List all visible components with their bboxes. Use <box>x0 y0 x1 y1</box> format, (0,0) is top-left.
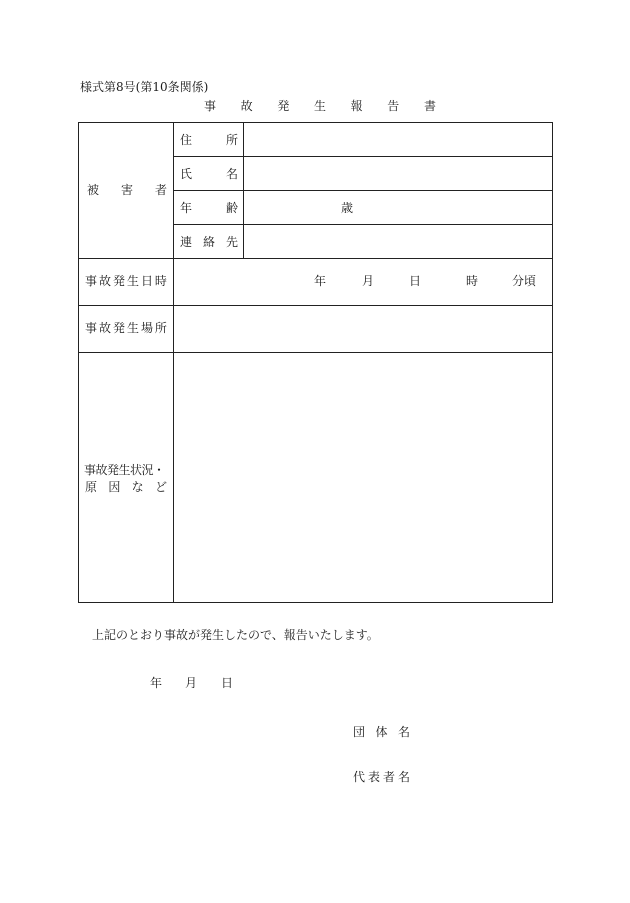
datetime-label <box>85 274 167 288</box>
representative-field[interactable] <box>420 766 570 788</box>
footer-month-unit: 月 <box>185 676 198 690</box>
age-unit: 歳 <box>341 201 354 215</box>
age-label <box>180 201 238 215</box>
title-char: 発 <box>277 99 290 113</box>
report-statement: 上記のとおり事故が発生したので、報告いたします。 <box>92 628 379 642</box>
place-label-char: 生 <box>126 321 139 335</box>
address-label <box>180 133 238 147</box>
contact-label-char: 連 <box>180 235 193 249</box>
place-label-char: 故 <box>98 321 111 335</box>
title-char: 故 <box>240 99 253 113</box>
organization-label-char: 体 <box>375 725 388 739</box>
place-field[interactable] <box>174 306 552 352</box>
age-label-char: 齢 <box>225 201 238 215</box>
situation-label-line2 <box>85 480 167 494</box>
contact-label <box>180 235 238 249</box>
age-field[interactable] <box>244 191 552 224</box>
victim-label-char: 被 <box>87 183 100 197</box>
representative-label <box>353 770 410 784</box>
datetime-minute-unit: 分頃 <box>512 274 537 288</box>
title-char: 告 <box>387 99 400 113</box>
datetime-day-unit: 日 <box>409 274 422 288</box>
table-border-bottom <box>78 602 553 603</box>
place-label-char: 発 <box>112 321 125 335</box>
victim-label-char: 害 <box>120 183 133 197</box>
situation-label-char: 因 <box>108 480 121 494</box>
contact-label-char: 先 <box>225 235 238 249</box>
footer-year-unit: 年 <box>150 676 163 690</box>
datetime-label-char: 時 <box>154 274 167 288</box>
situation-label-line1: 事故発生状況・ <box>84 463 165 477</box>
name-field[interactable] <box>244 157 552 190</box>
name-label-char: 氏 <box>180 167 193 181</box>
table-border-right <box>552 122 553 603</box>
address-label-char: 所 <box>225 133 238 147</box>
document-title <box>204 99 436 113</box>
datetime-label-char: 故 <box>98 274 111 288</box>
representative-label-char: 者 <box>382 770 395 784</box>
place-label-char: 場 <box>140 321 153 335</box>
organization-label <box>353 725 410 739</box>
representative-label-char: 名 <box>397 770 410 784</box>
representative-label-char: 代 <box>353 770 366 784</box>
datetime-month-unit: 月 <box>362 274 375 288</box>
datetime-label-char: 日 <box>140 274 153 288</box>
datetime-label-char: 生 <box>126 274 139 288</box>
datetime-hour-unit: 時 <box>466 274 479 288</box>
organization-field[interactable] <box>420 721 570 743</box>
title-char: 生 <box>313 99 326 113</box>
organization-label-char: 団 <box>353 725 366 739</box>
victim-label-char: 者 <box>154 183 167 197</box>
place-label-char: 所 <box>154 321 167 335</box>
title-char: 事 <box>204 99 217 113</box>
situation-field[interactable] <box>174 353 552 602</box>
situation-label-char: ど <box>154 480 167 494</box>
name-label-char: 名 <box>225 167 238 181</box>
place-label-char: 事 <box>85 321 98 335</box>
footer-day-unit: 日 <box>221 676 234 690</box>
organization-label-char: 名 <box>397 725 410 739</box>
title-char: 報 <box>350 99 363 113</box>
place-label <box>85 321 167 335</box>
age-label-char: 年 <box>180 201 193 215</box>
contact-field[interactable] <box>244 225 552 258</box>
situation-label-char: 原 <box>85 480 98 494</box>
table-border-left <box>78 122 79 603</box>
form-number: 様式第8号(第10条関係) <box>80 80 209 94</box>
datetime-label-char: 発 <box>112 274 125 288</box>
representative-label-char: 表 <box>367 770 380 784</box>
address-field[interactable] <box>244 123 552 156</box>
title-char: 書 <box>423 99 436 113</box>
address-label-char: 住 <box>180 133 193 147</box>
situation-label-char: な <box>131 480 144 494</box>
datetime-label-char: 事 <box>85 274 98 288</box>
name-label <box>180 167 238 181</box>
victim-label <box>87 183 167 197</box>
contact-label-char: 絡 <box>202 235 215 249</box>
footer-date-field[interactable] <box>100 672 240 694</box>
datetime-year-unit: 年 <box>314 274 327 288</box>
